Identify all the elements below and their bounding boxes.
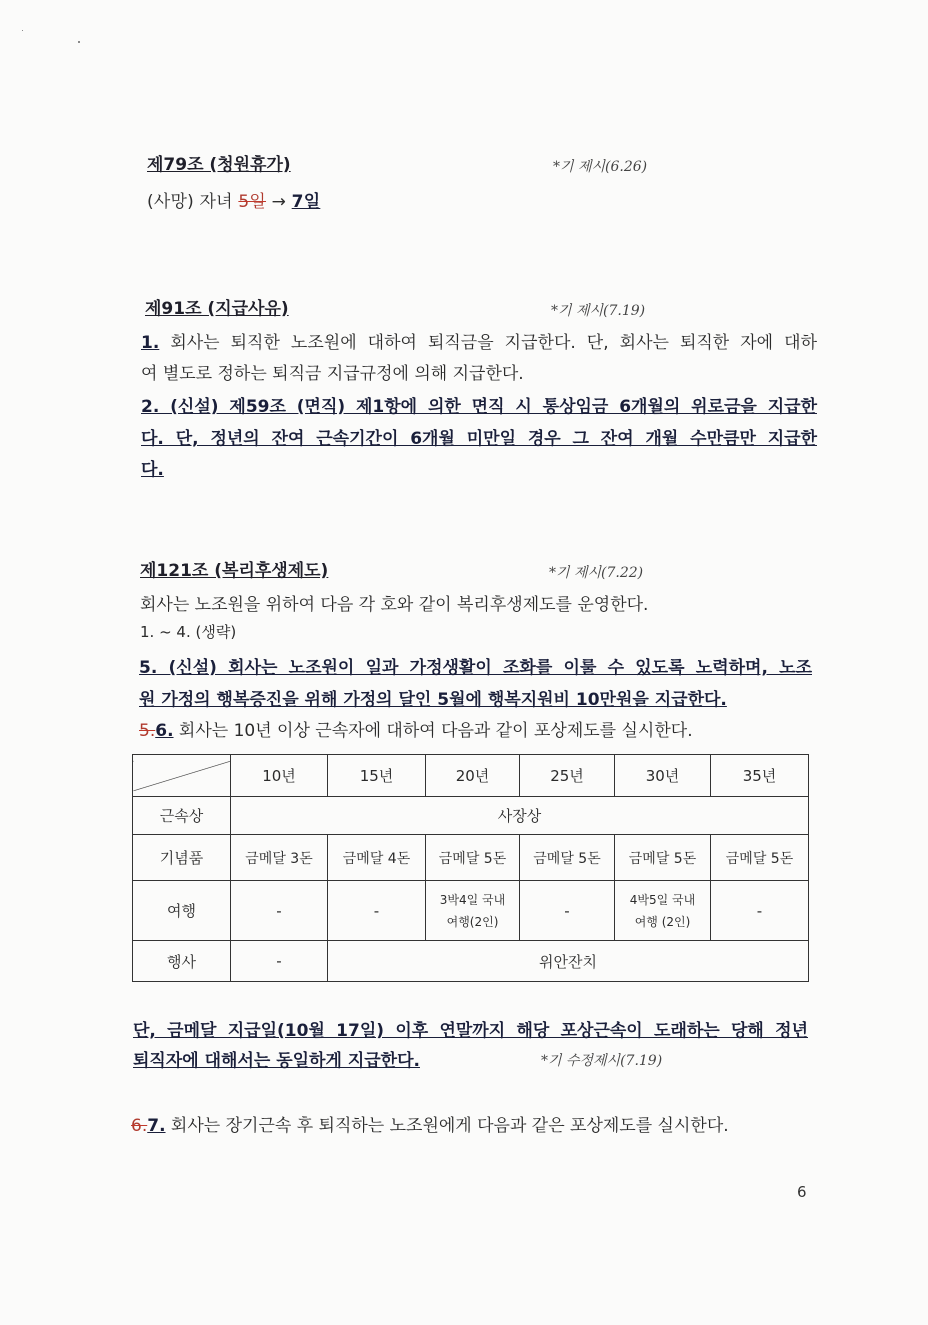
trip-30y-line1: 4박5일 국내 — [629, 892, 696, 907]
trip-20y-line1: 3박4일 국내 — [439, 892, 506, 907]
award-value: 사장상 — [231, 797, 809, 835]
gift-20y: 금메달 5돈 — [426, 835, 520, 881]
text: (사망) 자녀 — [147, 192, 239, 212]
row-label: 여행 — [133, 881, 231, 941]
gift-10y: 금메달 3돈 — [231, 835, 328, 881]
trip-35y: - — [711, 881, 809, 941]
gift-15y: 금메달 4돈 — [328, 835, 426, 881]
new-number: 7. — [147, 1116, 166, 1136]
article-121-p6 — [139, 716, 815, 741]
article-91-p2-line2: 다. 단, 정년의 잔여 근속기간이 6개월 미만일 경우 그 잔여 개월 수만큼만 지급한 — [141, 429, 817, 449]
deleted-number: 6. — [131, 1116, 148, 1136]
table-row-award — [133, 797, 809, 835]
inserted-text: 7일 — [291, 192, 321, 212]
header-10y: 10년 — [231, 755, 328, 797]
proviso-note: *기 수정제시(7.19) — [541, 1053, 663, 1069]
long-service-award-table — [132, 754, 809, 982]
article-121-p5-line2: 원 가정의 행복증진을 위해 가정의 달인 5월에 행복지원비 10만원을 지급한다. — [139, 690, 727, 710]
clause-number: 1. — [141, 333, 160, 353]
deleted-text: 5일 — [238, 192, 267, 212]
arrow: → — [266, 192, 292, 212]
article-121-note: *기 제시(7.22) — [549, 565, 644, 581]
event-rest: 위안잔치 — [328, 941, 809, 982]
gift-30y: 금메달 5돈 — [615, 835, 711, 881]
text: 회사는 퇴직한 노조원에 대하여 퇴직금을 지급한다. 단, 회사는 퇴직한 자에 대하 — [159, 333, 817, 353]
header-30y: 30년 — [615, 755, 711, 797]
trip-25y: - — [520, 881, 615, 941]
row-label: 행사 — [133, 941, 231, 982]
table-row-gift — [133, 835, 809, 881]
page-number: 6 — [797, 1183, 807, 1201]
article-91-heading: 제91조 (지급사유) — [145, 299, 289, 319]
deleted-number: 5. — [139, 721, 156, 741]
row-label: 근속상 — [133, 797, 231, 835]
proviso-line1: 단, 금메달 지급일(10월 17일) 이후 연말까지 해당 포상근속이 도래하는 당해 정년 — [133, 1021, 808, 1041]
article-91-p2-line3: 다. — [141, 460, 164, 480]
article-91-p1-line2: 여 별도로 정하는 퇴직금 지급규정에 의해 지급한다. — [141, 364, 524, 384]
trip-30y — [615, 881, 711, 941]
article-121-intro: 회사는 노조원을 위하여 다음 각 호와 같이 복리후생제도를 운영한다. — [140, 595, 649, 615]
trip-20y-line2: 여행(2인) — [446, 914, 499, 929]
table-row-event — [133, 941, 809, 982]
trip-30y-line2: 여행 (2인) — [634, 914, 691, 929]
table-header-row — [133, 755, 809, 797]
header-25y: 25년 — [520, 755, 615, 797]
article-79-note: *기 제시(6.26) — [553, 159, 648, 175]
article-79-heading: 제79조 (청원휴가) — [147, 155, 291, 175]
text: 회사는 10년 이상 근속자에 대하여 다음과 같이 포상제도를 실시한다. — [173, 721, 693, 741]
table-row-trip — [133, 881, 809, 941]
article-91-p1-line1 — [141, 328, 817, 353]
gift-35y: 금메달 5돈 — [711, 835, 809, 881]
header-20y: 20년 — [426, 755, 520, 797]
trip-15y: - — [328, 881, 426, 941]
new-number: 6. — [155, 721, 174, 741]
trip-20y — [426, 881, 520, 941]
article-79-line — [147, 187, 320, 212]
article-121-p7 — [131, 1111, 807, 1136]
diagonal-corner-cell — [133, 755, 231, 797]
article-121-heading: 제121조 (복리후생제도) — [140, 561, 329, 581]
row-label: 기념품 — [133, 835, 231, 881]
header-35y: 35년 — [711, 755, 809, 797]
event-10y: - — [231, 941, 328, 982]
text: 회사는 장기근속 후 퇴직하는 노조원에게 다음과 같은 포상제도를 실시한다. — [165, 1116, 729, 1136]
article-121-p5-line1: 5. (신설) 회사는 노조원이 일과 가정생활이 조화를 이룰 수 있도록 노력하며, 노조 — [139, 658, 812, 678]
speck — [22, 30, 23, 31]
trip-10y: - — [231, 881, 328, 941]
header-15y: 15년 — [328, 755, 426, 797]
article-121-omitted: 1. ~ 4. (생략) — [140, 623, 237, 641]
proviso-line2: 퇴직자에 대해서는 동일하게 지급한다. — [133, 1051, 420, 1071]
speck — [78, 41, 80, 43]
gift-25y: 금메달 5돈 — [520, 835, 615, 881]
article-91-p2-line1: 2. (신설) 제59조 (면직) 제1항에 의한 면직 시 통상임금 6개월의 위로금을 지급한 — [141, 397, 817, 417]
article-91-note: *기 제시(7.19) — [551, 303, 646, 319]
